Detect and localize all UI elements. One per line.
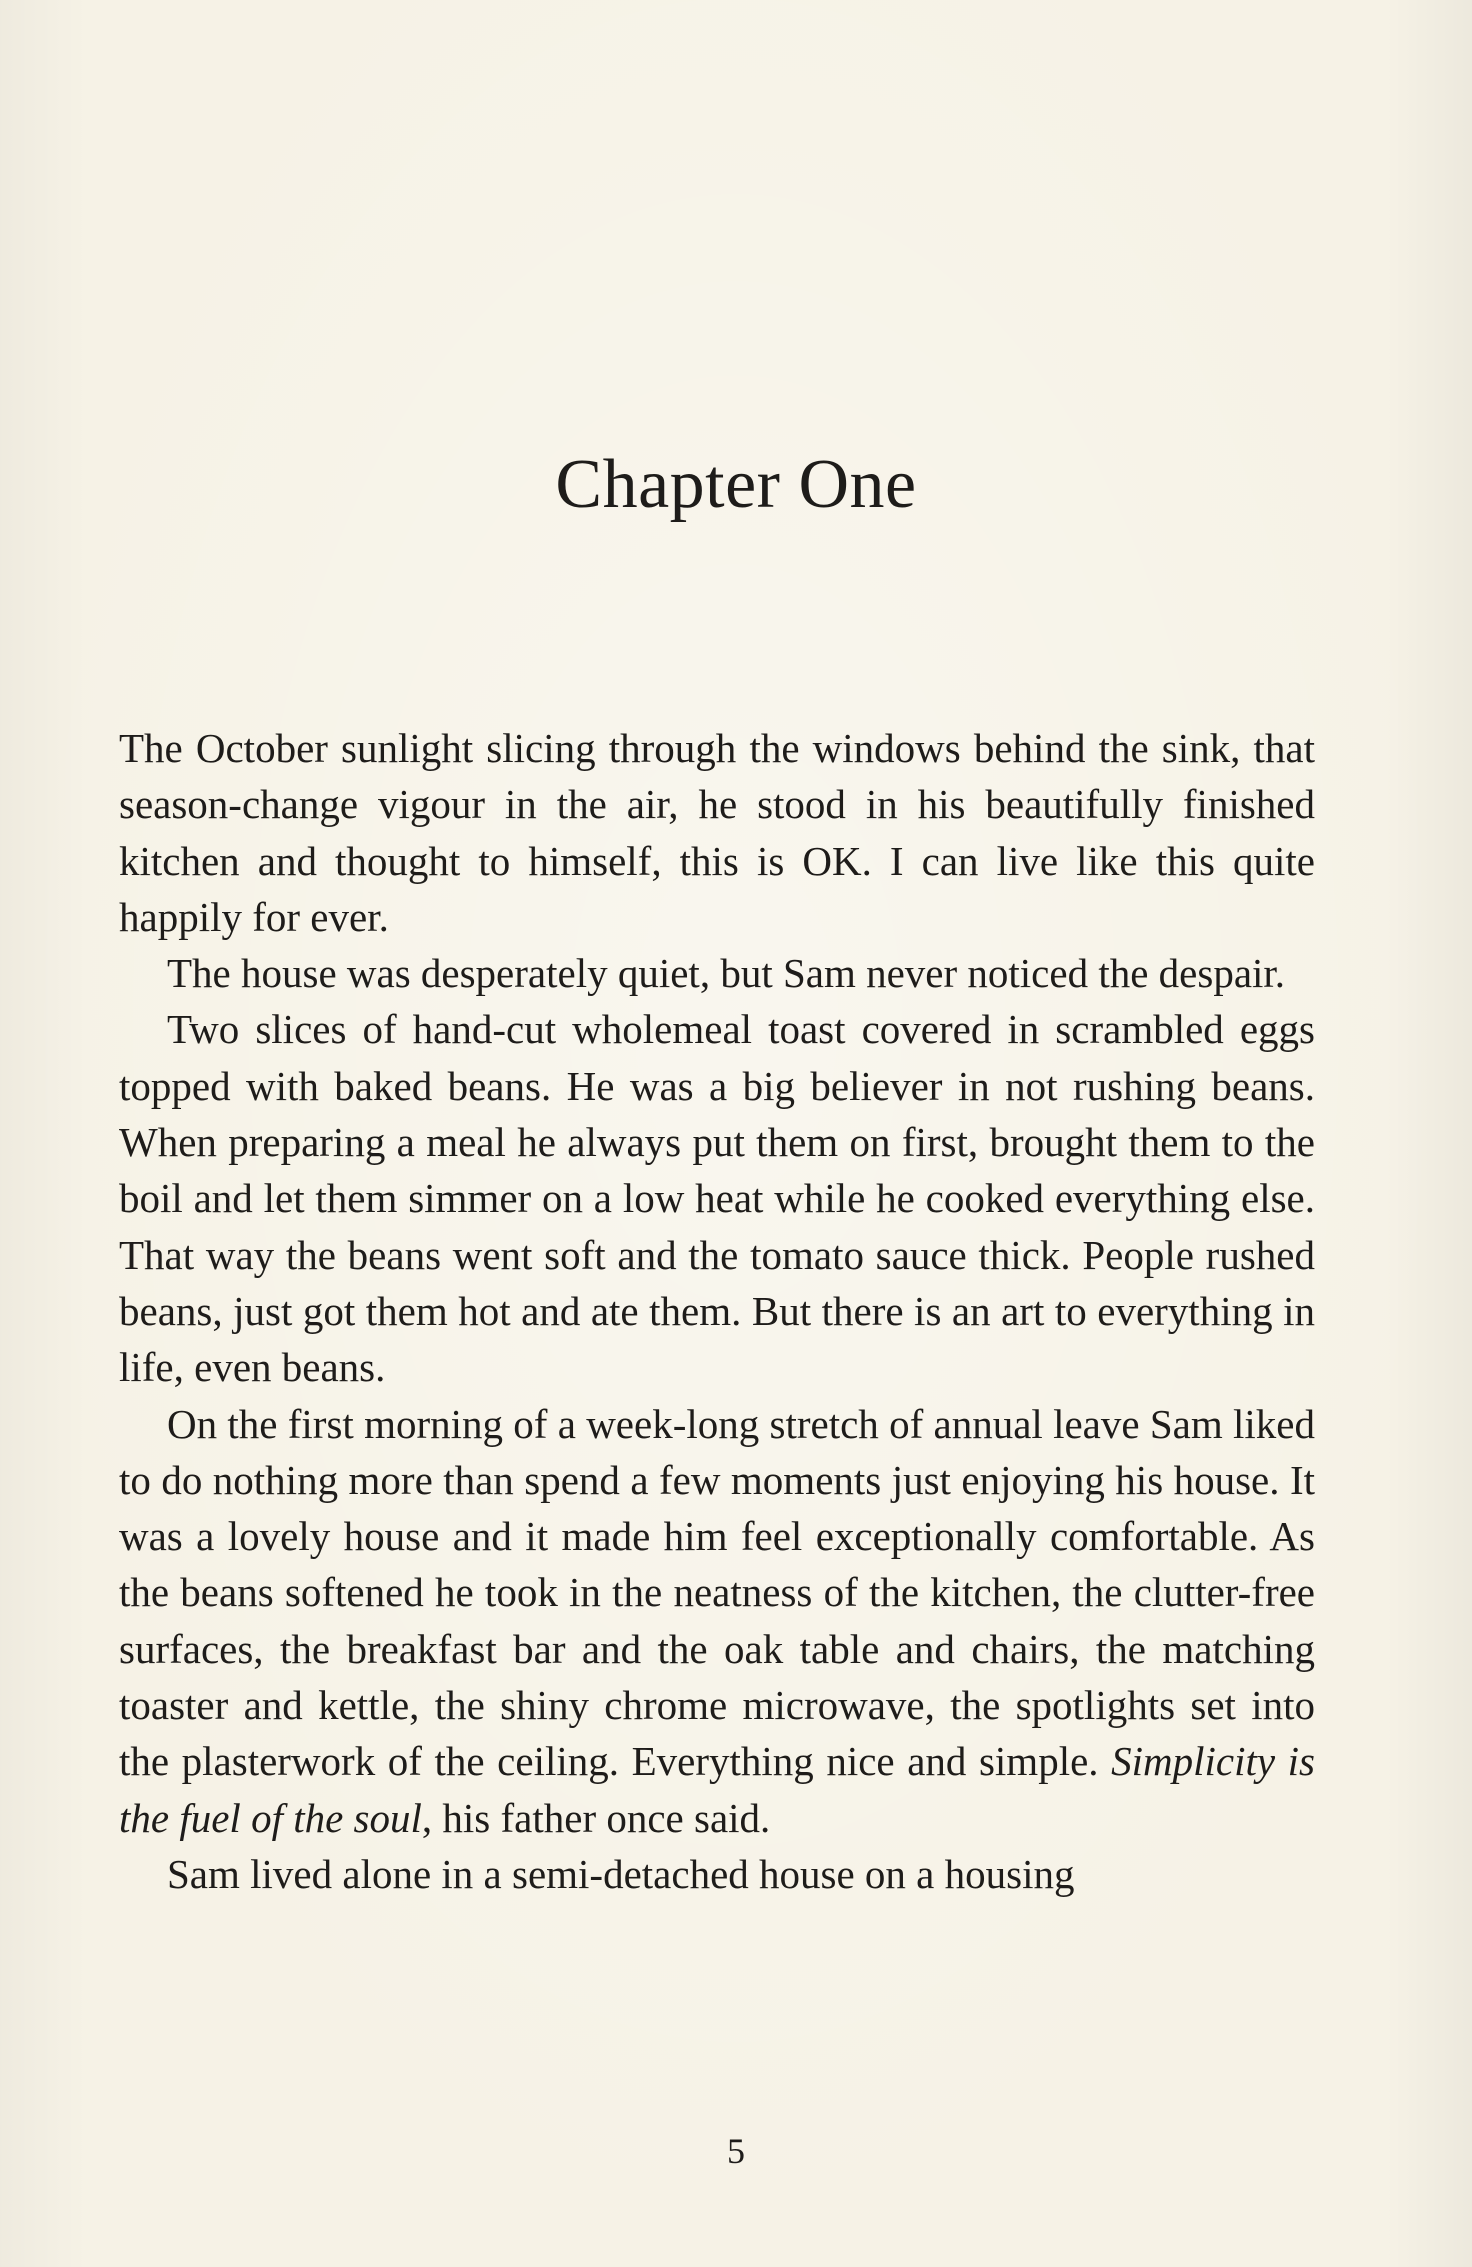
page-number: 5 [727, 2131, 745, 2171]
chapter-title: Chapter One [555, 446, 917, 523]
paragraph-2: The house was desperately quiet, but Sam never noticed the despair. [167, 950, 1286, 997]
father-quote: Simplicity is the fuel of the soul [119, 1738, 1316, 1841]
paragraph-3: Two slices of hand-cut wholemeal toast covered in scrambled eggs topped with baked beans. He was a big believer in not rushing beans. When preparing a meal he always put them on first, brought them to the boil and let them simmer on a low heat while he cooked everything else. That way the beans went soft and the tomato sauce thick. People rushed beans, just got them hot and ate them. But there is an art to everything in life, even beans. [119, 1006, 1315, 1391]
paragraph-1: The October sunlight slicing through the windows behind the sink, that season-change vigour in the air, he stood in his beautifully finished kitchen and thought to himself, this is OK. I can live like this quite happily for ever. [119, 725, 1315, 940]
paragraph-5: Sam lived alone in a semi-detached house on a housing [167, 1850, 1075, 1897]
body-text [119, 720, 1315, 1902]
paragraph-4-tail: , his father once said. [421, 1794, 771, 1841]
paragraph-4-main: On the first morning of a week-long stretch of annual leave Sam liked to do nothing more than spend a few moments just enjoying his house. It was a lovely house and it made him feel exceptionally comfortable. As the beans softened he took in the neatness of the kitchen, the clutter-free surfaces, the breakfast bar and the oak table and chairs, the matching toaster and kettle, the shiny chrome microwave, the spotlights set into the plasterwork of the ceiling. Everything nice and simple. [119, 1400, 1315, 1785]
paragraph-4 [119, 1396, 1315, 1846]
